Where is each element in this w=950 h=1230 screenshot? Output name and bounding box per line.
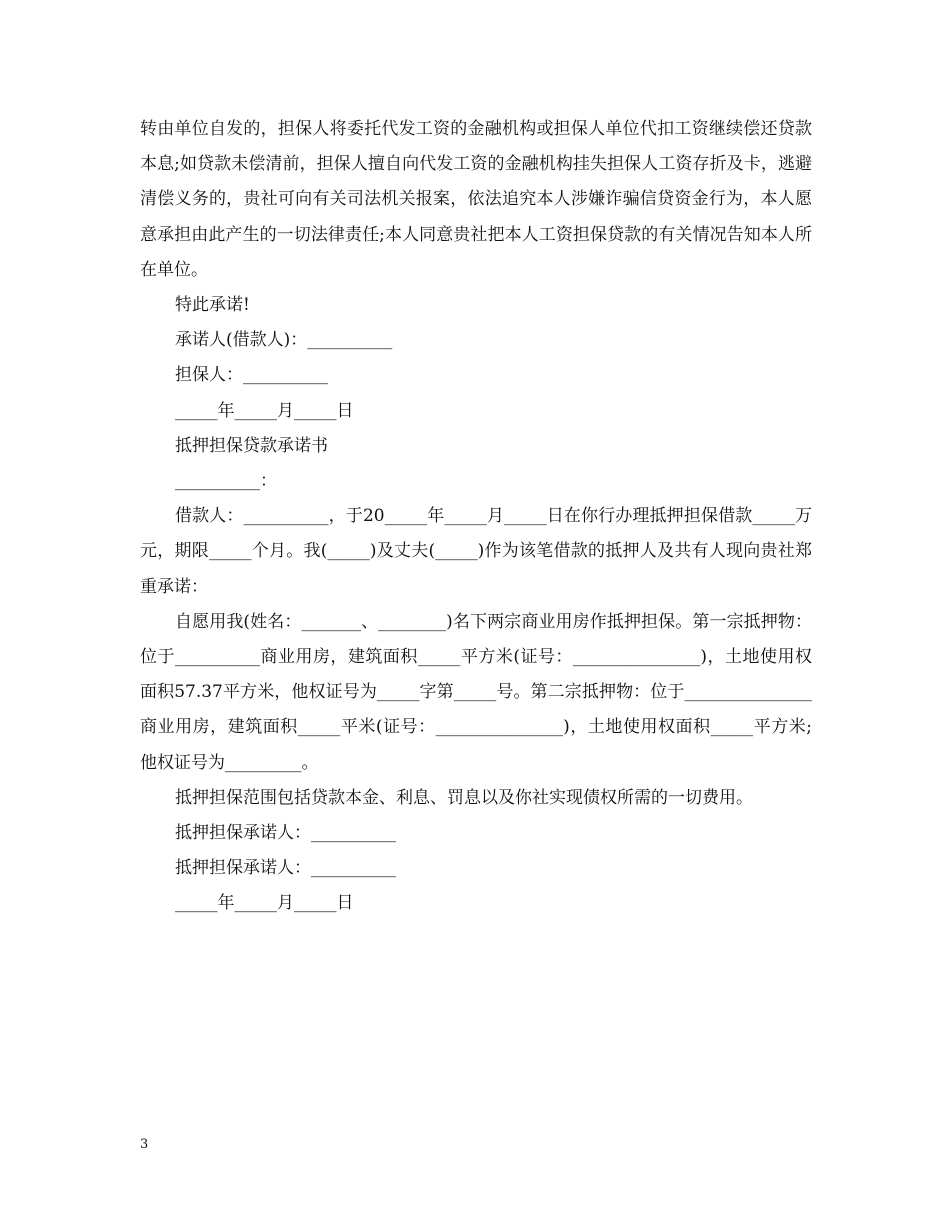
signature-guarantor: 担保人：__________ [175, 365, 328, 386]
page-number: 3 [140, 1137, 149, 1152]
paragraph-hereby-promise: 特此承诺! [175, 295, 250, 316]
section-title: 抵押担保贷款承诺书 [175, 435, 328, 456]
date-line-final: _____年_____月_____日 [175, 893, 354, 914]
signature-mortgage-promisor-1: 抵押担保承诺人：__________ [175, 823, 396, 844]
document-body [140, 112, 812, 922]
date-line: _____年_____月_____日 [175, 400, 354, 421]
signature-promisor-borrower: 承诺人(借款人)：__________ [175, 330, 393, 351]
paragraph-guarantee-scope: 抵押担保范围包括贷款本金、利息、罚息以及你社实现债权所需的一切费用。 [175, 787, 753, 808]
addressee-line: __________： [175, 471, 277, 492]
paragraph-borrower-statement: 借款人：__________，于20_____年_____月_____日在你行办理抵押担保借款_____万元，期限_____个月。我(_____)及丈夫(_____)作为该笔借款的抵押人及共有人现向贵社郑重承诺： [140, 506, 812, 597]
paragraph-guarantee-continuation: 转由单位自发的，担保人将委托代发工资的金融机构或担保人单位代扣工资继续偿还贷款本息;如贷款未偿清前，担保人擅自向代发工资的金融机构挂失担保人工资存折及卡，逃避清偿义务的，贵社可向有关司法机关报案，依法追究本人涉嫌诈骗信贷资金行为，本人愿意承担由此产生的一切法律责任;本人同意贵社把本人工资担保贷款的有关情况告知本人所在单位。 [140, 119, 812, 280]
paragraph-collateral-details: 自愿用我(姓名：_______、________)名下两宗商业用房作抵押担保。第一宗抵押物：位于__________商业用房，建筑面积_____平方米(证号：_______________)，土地使用权面积57.37平方米，他权证号为_____字第_____号。第二宗抵押物：位于_______________商业用房，建筑面积_____平米(证号：_______________)，土地使用权面积_____平方米;他权证号为_________。 [140, 611, 812, 773]
signature-mortgage-promisor-2: 抵押担保承诺人：__________ [175, 858, 396, 879]
